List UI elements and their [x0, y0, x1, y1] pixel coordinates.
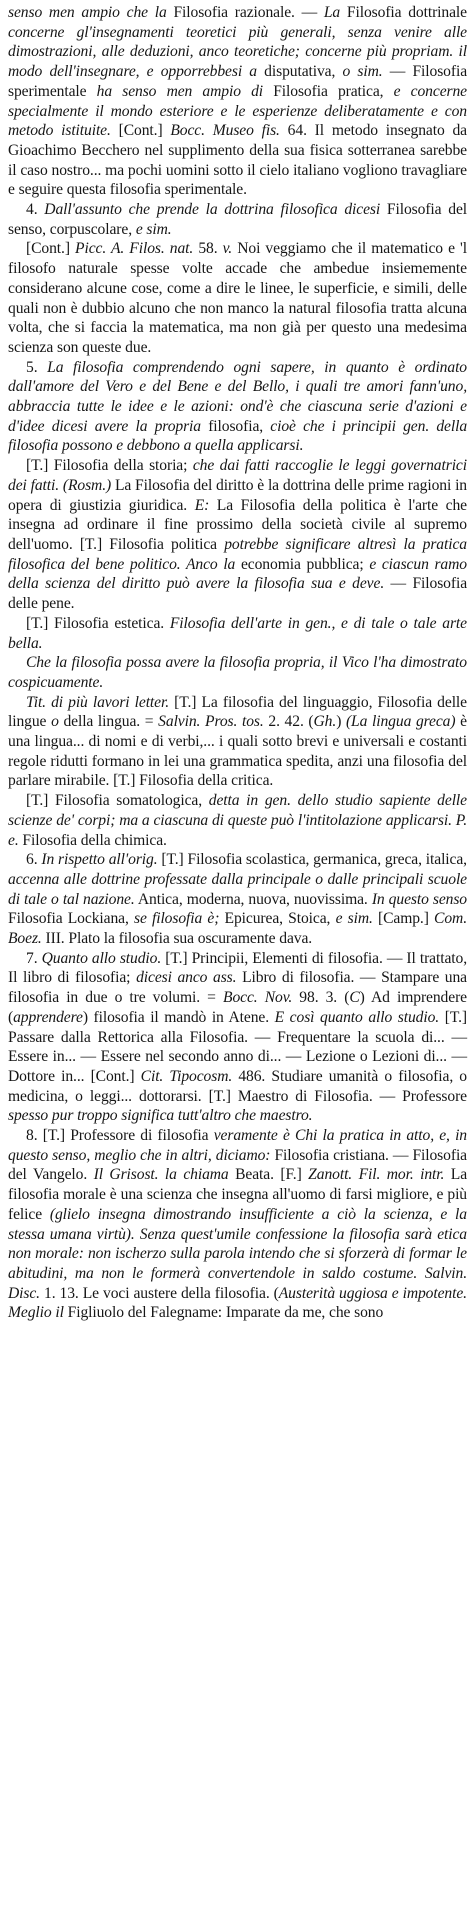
text-segment: 64. Il metodo insegnato da Gioachimo Becchero nel supplimento della sua fisica sotterranea sarebbe il caso nostro... ma pochi uomini sotto il cielo italiano vogliono travagliare e seguire questa filosofia sperimentale.: [8, 122, 467, 199]
italic-text: Gh.: [313, 713, 337, 731]
italic-text: Che la filosofia possa avere la filosofia propria, il Vico l'ha dimostrato cospicuamente.: [8, 654, 467, 691]
entry-paragraph: [8, 239, 467, 357]
italic-text: Cit. Tipocosm.: [140, 1067, 233, 1085]
text-segment: [T.] La filosofia del linguaggio, Filosofia delle lingue: [8, 693, 467, 731]
italic-text: cioè che i principii gen. della: [270, 417, 468, 435]
text-segment: economia pubblica;: [235, 555, 370, 573]
italic-text: Dall'assunto che prende la dottrina filosofica dicesi: [44, 201, 381, 219]
italic-text: senso men ampio che la: [8, 4, 167, 21]
italic-text: apprendere: [13, 1008, 83, 1026]
italic-text: Salvin. Disc.: [8, 1265, 467, 1302]
text-segment: è una lingua... di nomi e di verbi,... i quali sotto brevi e universali e costanti regole ridutti formano in lei una grammatica spedita, anzi una filosofia del parlare mirabile. [T.] Filosofia della critica.: [8, 713, 467, 790]
italic-text: veramente è Chi la pratica in atto, e, in questo senso, meglio che in altri, diciamo:: [8, 1127, 468, 1164]
italic-text: E così quanto allo studio.: [274, 1008, 440, 1026]
italic-text: o: [51, 713, 59, 731]
text-segment: 5.: [26, 358, 48, 376]
text-segment: Filosofia della chimica.: [18, 831, 167, 849]
italic-text: e ciascun ramo della scienza del diritto può avere la: [8, 555, 467, 593]
text-segment: — Filosofia sperimentale: [8, 63, 468, 100]
italic-text: concerne gl'insegnamenti teoretici più generali, senza venire alle dimostrazioni, alle deduzioni, anco teoretiche; concerne più propriam. il modo dell'insegnare, e opporrebbesi a: [8, 23, 467, 81]
italic-text: In rispetto all'orig.: [41, 851, 158, 869]
entry-paragraph: [8, 693, 467, 792]
text-segment: Filosofia razionale. —: [166, 4, 324, 21]
text-segment: ) filosofia il mandò in Atene.: [82, 1008, 275, 1026]
italic-text: se filosofia è;: [133, 910, 220, 928]
text-segment: 7.: [26, 949, 42, 967]
text-segment: 6.: [26, 851, 42, 869]
text-segment: ): [336, 713, 346, 731]
text-segment: filosofia,: [201, 417, 271, 435]
italic-text: P. e.: [8, 811, 467, 849]
italic-text: Austerità uggiosa e impotente. Meglio il: [8, 1284, 467, 1322]
italic-text: Bocc. Museo fis.: [170, 122, 280, 140]
entry-paragraph: [8, 1126, 467, 1323]
text-segment: ) Ad imprendere (: [8, 989, 467, 1026]
entry-paragraph: [8, 614, 467, 653]
entry-paragraph: [8, 949, 467, 1126]
italic-text: o sim.: [342, 63, 383, 81]
italic-text: potrebbe significare altresì la pratica filosofica del bene politico. Anco la: [8, 535, 467, 573]
italic-text: E:: [194, 496, 210, 514]
italic-text: spesso pur troppo significa tutt'altro che maestro.: [8, 1107, 313, 1125]
text-segment: della lingua. =: [58, 713, 159, 731]
italic-text: v.: [222, 240, 233, 258]
italic-text: Salvin. Pros. tos.: [158, 713, 264, 731]
text-segment: La Filosofia del diritto è la dottrina delle prime ragioni in opera di giustizia giuridica.: [8, 476, 467, 514]
text-segment: 8. [T.] Professore di filosofia: [26, 1127, 214, 1145]
italic-text: Tit. di più lavori letter.: [26, 693, 170, 711]
entry-paragraph: [8, 200, 467, 239]
text-segment: [Cont.]: [110, 122, 171, 140]
text-segment: Figliuolo del Falegname: Imparate da me, che sono: [63, 1304, 384, 1322]
text-segment: Noi veggiamo che il matematico e 'l filosofo naturale spesse volte accade che ambedue insiememente considerano alcune cose, come a dire le linee, le superficie, e simili, delle quali non è dubbio alcuno che non manco la natural filosofia tratta alcuna volta, che si faccia la matematica, ma non già per questo una medesima scienza son queste due.: [8, 240, 467, 356]
italic-text: C: [349, 989, 360, 1007]
text-segment: Beata. [F.]: [228, 1166, 309, 1184]
italic-text: Quanto allo studio.: [41, 949, 162, 967]
text-segment: Filosofia Lockiana,: [8, 910, 134, 928]
text-segment: Filosofia pratica,: [263, 82, 394, 100]
italic-text: filosofia possono e debbono a quella applicarsi.: [8, 437, 304, 455]
text-segment: 2. 42. (: [263, 713, 314, 731]
entry-paragraph: [8, 358, 467, 457]
text-segment: La filosofia morale è una scienza che insegna all'uomo di farsi migliore, e più felice: [8, 1166, 468, 1223]
italic-text: Com. Boez.: [8, 910, 468, 948]
text-segment: Filosofia dottrinale: [340, 4, 467, 21]
text-segment: Epicurea, Stoica,: [219, 910, 336, 928]
italic-text: Bocc. Nov.: [223, 989, 293, 1007]
text-segment: [Camp.]: [372, 910, 435, 928]
italic-text: (glielo insegna dimostrando insufficiente a ciò la scienza, e la stessa umana virtù).: [8, 1205, 467, 1243]
italic-text: filosofia sua e deve.: [254, 575, 385, 593]
entry-paragraph: [8, 791, 467, 850]
text-segment: [T.] Filosofia scolastica, germanica, greca, italica,: [157, 851, 467, 869]
text-segment: Filosofia del senso, corpuscolare,: [8, 201, 467, 238]
text-segment: [T.] Passare dalla Rettorica alla Filosofia. — Frequentare la scuola di... — Essere in... — Essere nel secondo anno di... — Lezione o Lezioni di... — Dottore in... [Cont.]: [8, 1008, 467, 1085]
text-segment: 486. Studiare umanità o filosofia, o medicina, o leggi... dottorarsi. [T.] Maestro di Filosofia. — Professore: [8, 1067, 467, 1105]
italic-text: e sim.: [135, 220, 172, 238]
text-segment: [Cont.]: [26, 240, 76, 258]
text-segment: [T.] Filosofia somatologica,: [26, 792, 209, 810]
text-segment: 98. 3. (: [292, 989, 350, 1007]
text-segment: 1. 13. Le voci austere della filosofia. (: [39, 1284, 279, 1302]
italic-text: Picc. A. Filos. nat.: [75, 240, 194, 258]
italic-text: accenna alle dottrine professate dalla principale o dalle principali scuole di tale o tal nazione.: [8, 870, 467, 908]
text-segment: 58.: [193, 240, 223, 258]
text-segment: [T.] Filosofia della storia;: [26, 457, 193, 475]
italic-text: Senza quest'umile confessione la filosofia sarà etica non morale: non ischerzo sulla parola intendo che si sforzerà di formar le abitudini, ma non le formerà convertendole in saldo costume.: [8, 1225, 467, 1282]
text-segment: [T.] Principii, Elementi di filosofia. — Il trattato, Il libro di filosofia;: [8, 949, 467, 987]
entry-paragraph: [8, 456, 467, 614]
italic-text: Filosofia dell'arte in gen., e di tale o tale arte bella.: [8, 614, 467, 652]
italic-text: (La lingua greca): [345, 713, 456, 731]
italic-text: La filosofia comprendendo ogni sapere, in quanto è ordinato dall'amore del Vero e del Bene e del Bello, i quali tre amori fann'uno, abbraccia tutte le idee e le azioni: ond'è che ciascuna serie d'azioni e d'idee dicesi avere la propria: [8, 358, 467, 435]
italic-text: In questo senso: [371, 890, 468, 908]
text-segment: — Filosofia delle pene.: [8, 575, 468, 613]
text-segment: III. Plato la filosofia sua oscuramente dava.: [41, 930, 313, 948]
text-segment: [417, 1265, 425, 1282]
italic-text: Il Grisost. la chiama: [93, 1166, 229, 1184]
italic-text: e sim.: [335, 910, 373, 928]
entry-paragraph: [8, 850, 467, 949]
italic-text: che dai fatti raccoglie le leggi governatrici dei fatti. (Rosm.): [8, 457, 467, 494]
italic-text: La: [323, 4, 341, 21]
text-segment: [T.] Filosofia estetica.: [26, 614, 170, 632]
italic-text: e concerne specialmente il mondo esteriore e le esperienze deliberatamente e con metodo istituite.: [8, 82, 468, 140]
text-segment: Antica, moderna, nuova, nuovissima.: [134, 890, 372, 908]
entry-paragraph: [8, 653, 467, 692]
text-segment: 4.: [26, 201, 45, 219]
text-segment: Filosofia cristiana. — Filosofia del Vangelo.: [8, 1146, 467, 1184]
text-segment: Libro di filosofia. — Stampare una filosofia in due o tre volumi. =: [8, 969, 468, 1007]
italic-text: detta in gen. dello studio sapiente delle scienze de' corpi; ma a ciascuna di queste può l'intitolazione applicarsi.: [8, 792, 467, 829]
italic-text: dicesi anco ass.: [136, 969, 237, 987]
text-segment: disputativa,: [256, 63, 343, 81]
italic-text: ha senso men ampio di: [96, 82, 264, 100]
text-segment: La Filosofia della politica è l'arte che insegna ad ordinare il fine prossimo della società civile al supremo dell'uomo. [T.] Filosofia politica: [8, 496, 467, 553]
italic-text: Zanott. Fil. mor. intr.: [308, 1166, 445, 1184]
entry-paragraph: [8, 3, 467, 200]
